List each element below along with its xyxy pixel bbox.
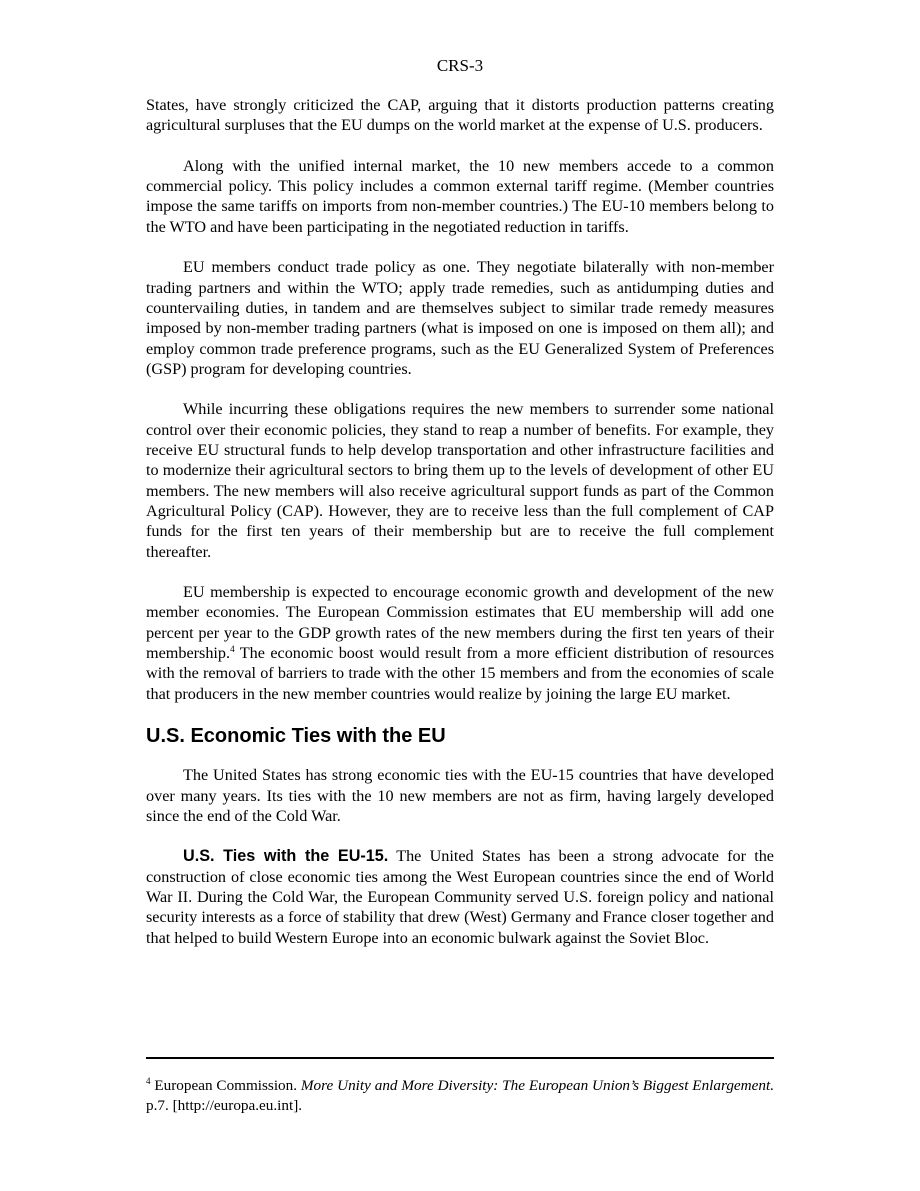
- paragraph-text: EU membership is expected to encourage economic growth and development of the new member economies. The European Commission estimates that EU membership will add one percent per year to the GDP growth rates of the new members during the first ten years of their membership.: [146, 583, 774, 663]
- footnote-reference[interactable]: 4: [230, 644, 235, 655]
- document-body: [146, 95, 774, 968]
- paragraph-us-ties-eu15: [146, 846, 774, 947]
- footnote-number: 4: [146, 1076, 151, 1086]
- footnote: [146, 1076, 774, 1115]
- paragraph-benefits: While incurring these obligations requires the new members to surrender some national control over their economic policies, they stand to reap a number of benefits. For example, they receive EU structural funds to help develop transportation and other infrastructure facilities and to modernize their agricultural sectors to bring them up to the levels of development of other EU members. The new members will also receive agricultural support funds as part of the Common Agricultural Policy (CAP). However, they are to receive less than the full complement of CAP funds for the first ten years of their membership but are to receive the full complement thereafter.: [146, 400, 774, 561]
- subsection-runin-heading: U.S. Ties with the EU-15.: [183, 847, 389, 866]
- paragraph-cap-criticism: States, have strongly criticized the CAP, arguing that it distorts production patterns creating agricultural surpluses that the EU dumps on the world market at the expense of U.S. producers.: [146, 96, 774, 135]
- paragraph-common-commercial-policy: Along with the unified internal market, the 10 new members accede to a common commercial policy. This policy includes a common external tariff regime. (Member countries impose the same tariffs on imports from non-member countries.) The EU-10 members belong to the WTO and have been participating in the negotiated reduction in tariffs.: [146, 156, 774, 236]
- footnote-divider: [146, 1057, 774, 1059]
- paragraph-trade-policy: EU members conduct trade policy as one. They negotiate bilaterally with non-member trading partners and within the WTO; apply trade remedies, such as antidumping duties and countervailing duties, in tandem and are themselves subject to similar trade remedy measures imposed by non-member trading partners (what is imposed on one is imposed on them all); and employ common trade preference programs, such as the EU Generalized System of Preferences (GSP) program for developing countries.: [146, 258, 774, 378]
- page-header: CRS-3: [436, 56, 484, 75]
- section-heading: U.S. Economic Ties with the EU: [146, 725, 446, 748]
- paragraph-us-ties-overview: The United States has strong economic ties with the EU-15 countries that have developed over many years. Its ties with the 10 new members are not as firm, having largely developed since the end of the Cold War.: [146, 766, 774, 825]
- footnote-details: p.7. [http://europa.eu.int].: [146, 1096, 303, 1114]
- paragraph-economic-growth: [146, 582, 774, 704]
- paragraph-text: The United States has been a strong advocate for the construction of close economic ties among the West European countries since the end of World War II. During the Cold War, the European Community served U.S. foreign policy and national security interests as a force of stability that drew (West) Germany and France closer together and that helped to build Western Europe into an economic bulwark against the Soviet Bloc.: [146, 847, 774, 947]
- footnote-author: European Commission.: [150, 1077, 301, 1094]
- footnote-title: More Unity and More Diversity: The European Union’s Biggest Enlargement.: [300, 1077, 774, 1094]
- paragraph-text: The economic boost would result from a more efficient distribution of resources with the removal of barriers to trade with the other 15 members and from the economies of scale that producers in the new member countries would realize by joining the large EU market.: [146, 644, 774, 703]
